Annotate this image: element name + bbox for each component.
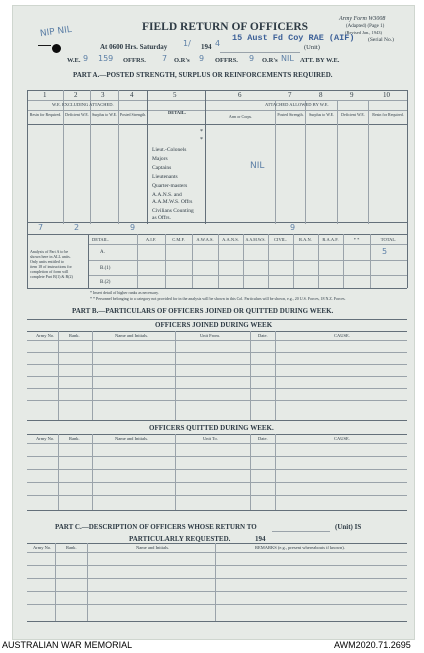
offrs-label: OFFRS. xyxy=(123,57,146,64)
part-c-year: 194 xyxy=(255,535,266,543)
quitted-col-header: Unit To. xyxy=(203,436,218,441)
analysis-header: TOTAL. xyxy=(380,237,397,242)
form-title: FIELD RETURN OF OFFICERS xyxy=(142,21,309,33)
col-header-surplus: Surplus to W.E. xyxy=(91,112,118,117)
analysis-note: Analysis of Part A to be xyxy=(30,249,69,254)
col-header-surplus-att: Surplus to W.E. xyxy=(308,112,335,117)
we-offrs-value: 9 xyxy=(83,54,89,63)
rank-label: A.A.M.W.S. Offrs xyxy=(152,199,193,205)
analysis-row-label: A. xyxy=(100,250,105,255)
analysis-row-label: B.(2) xyxy=(100,280,111,285)
punch-hole xyxy=(52,44,61,53)
joined-col-header: CAUSE. xyxy=(334,333,350,338)
quitted-col-header: CAUSE. xyxy=(334,436,350,441)
analysis-note: completion of form will xyxy=(30,269,69,274)
col-number: 10 xyxy=(383,91,390,99)
analysis-header: DETAIL. xyxy=(92,237,110,242)
row-value: 9 xyxy=(130,223,136,232)
serial-no-label: (Serial No.) xyxy=(368,37,394,43)
analysis-note: shown here in ALL units. xyxy=(30,254,71,259)
col-header-arm: Arm or Corps. xyxy=(228,114,253,119)
part-c-title: PART C.—DESCRIPTION OF OFFICERS WHOSE RETURN TO xyxy=(55,523,257,531)
year-prefix: 194 xyxy=(201,43,212,51)
col-header-deficient-att: Deficient W.E. xyxy=(341,112,365,117)
part-b-title: PART B.—PARTICULARS OF OFFICERS JOINED OR QUITTED DURING WEEK. xyxy=(72,307,334,315)
year-digit: 4 xyxy=(215,39,221,48)
rank-label: Quarter-masters xyxy=(152,183,188,189)
analysis-note: complete Part B(1) & B(2) xyxy=(30,274,73,279)
rank-label: Lieut.-Colonels xyxy=(152,147,187,153)
analysis-header: R.A.N. xyxy=(299,237,312,242)
analysis-row-label: B.(1) xyxy=(100,266,111,271)
offrs-label-2: OFFRS. xyxy=(215,57,238,64)
analysis-header: CIVIL. xyxy=(273,237,288,242)
part-c-col-header: Rank. xyxy=(66,545,77,550)
quitted-col-header: Rank. xyxy=(69,436,80,441)
part-c-col-header: Name and Initials. xyxy=(136,545,170,550)
rank-label: Captains xyxy=(152,165,172,171)
form-adapted: (Adapted) (Page 1) xyxy=(346,24,385,29)
at-hours-label: At 0600 Hrs. Saturday xyxy=(100,43,168,51)
row-value: 2 xyxy=(74,223,80,232)
analysis-header: A.A.M.W.S. xyxy=(245,237,266,242)
joined-col-header: Unit From. xyxy=(200,333,221,338)
analysis-header: A.I.F. xyxy=(145,237,157,242)
part-c-col-header: REMARKS (e.g., present whereabouts if known). xyxy=(255,545,345,550)
part-c-requested: PARTICULARLY REQUESTED. xyxy=(129,535,231,543)
analysis-header: R.A.A.F. xyxy=(322,237,339,242)
joined-col-header: Date. xyxy=(258,333,268,338)
detail-header: DETAIL. xyxy=(168,110,187,115)
group-we-header: W.E. EXCLUDING ATTACHED. xyxy=(52,102,114,107)
we-label: W.E. xyxy=(67,57,81,64)
rank-label: Lieutenants xyxy=(152,174,178,180)
col-header-required: Resin for Required. xyxy=(29,112,62,117)
unit-label: (Unit) xyxy=(304,44,320,51)
col-number: 4 xyxy=(130,91,134,99)
analysis-note: Only units entitled to xyxy=(30,259,64,264)
col-header-posted: Posted Strength. xyxy=(119,112,147,117)
analysis-note: item 18 of instructions for xyxy=(30,264,72,269)
joined-col-header: Army No. xyxy=(36,333,55,338)
analysis-header: A.A.N.S. xyxy=(222,237,239,242)
part-c-col-header: Army No. xyxy=(33,545,52,550)
row-value: 9 xyxy=(290,223,296,232)
col-header-required-att: Resin for Required. xyxy=(372,112,404,117)
quitted-title: OFFICERS QUITTED DURING WEEK. xyxy=(149,424,274,432)
offrs-value-2: 9 xyxy=(249,54,255,63)
group-att-header: ATTACHED ALLOWED BY W.E. xyxy=(265,102,329,107)
arrow-mark xyxy=(38,45,51,46)
joined-col-header: Name and Initials. xyxy=(115,333,149,338)
att-value: NIL xyxy=(281,54,294,63)
col-number: 3 xyxy=(101,91,105,99)
col-number: 5 xyxy=(173,91,177,99)
footnote: * Insert detail of higher ranks as necessary. xyxy=(90,290,159,295)
part-a-title: PART A.—POSTED STRENGTH, SURPLUS OR REINFORCEMENTS REQUIRED. xyxy=(73,71,333,79)
footer-institution: AUSTRALIAN WAR MEMORIAL xyxy=(2,640,133,650)
att-by-we-label: ATT. BY W.E. xyxy=(300,57,340,64)
analysis-header: * * xyxy=(353,237,360,242)
col-number: 1 xyxy=(43,91,47,99)
army-form-number: Army Form W3008 xyxy=(339,16,386,22)
col-number: 6 xyxy=(238,91,242,99)
rank-label: Majors xyxy=(152,156,168,162)
col-number: 8 xyxy=(319,91,323,99)
unit-stamp: 15 Aust Fd Coy RAE (AIF) xyxy=(232,33,355,43)
offrs-value: 7 xyxy=(162,54,168,63)
rank-label: as Offrs. xyxy=(152,215,171,221)
analysis-total: 5 xyxy=(382,247,388,256)
col-number: 2 xyxy=(74,91,78,99)
quitted-col-header: Army No. xyxy=(36,436,55,441)
document-page: FIELD RETURN OF OFFICERS Army Form W3008 (Adapted) (Page 1) (Revised Jan., 1943) (Serial No.) NIP NIL At 0600 Hrs. Saturday 1/ 194 4 15 Aust Fd Coy RAE (AIF) (Unit) W.E. 9 159 OFFRS. 7 O.R's 9 OFFRS. 9 O.R's NIL ATT. BY W.E. PART A.—POSTED STRENGTH, SURPLUS OR REINFORCEMENTS REQUIRED. 1 2 3 4 5 6 7 8 9 10 W.E. EXCLUDING ATTACHED. DETAIL. ATTACHED ALLOWED BY W.E. Resin for Required. Deficient W.E. Surplus to W.E. Posted Strength. Arm or Corps. Posted Strength. Surplus to W.E. Deficient W.E. Resin for Required. * * Lieut.-Colonels Majors Captains Lieutenants Quarter-masters A.A.N.S. and A.A.M.W.S. Offrs Civilians Counting as Offrs. NIL 7 2 9 9 Analysis of Part A to be shown here in ALL units. Only units entitled to item 18 of instructions for completion of form will complete Part B(1) & B(2) DETAIL. A.I.F. C.M.F. A.W.A.S. A.A.N.S. A.A.M.W.S. CIVIL. R.A.N. R.A.A.F. * * TOTAL. A. B.(1) B.(2) 5 * Insert detail of higher ranks as necessary. * * Personnel belonging to a category not provided for in the analysis will be shown in this Col. Particulars will be shown, e.g., 20 U.S. Forces, 18 N.Z. Forces. PART B.—PARTICULARS OF OFFICERS JOINED OR QUITTED DURING WEEK. OFFICERS JOINED DURING WEEK Army No. Rank. Name and Initials. Unit From. Date. CAUSE. OFFICERS QUITTED DURING WEEK. Army No. Rank. Name and Initials. Unit To. Date. CAUSE. PART C.—DESCRIPTION OF OFFICERS WHOSE RETURN TO (Unit) IS PARTICULARLY REQUESTED. 194 Army No. Rank. Name and Initials. REMARKS (e.g., present whereabouts if known). AUSTRALIAN WAR MEMORIAL AWM2020.71.2695 xyxy=(0,0,424,653)
footnote: * * Personnel belonging to a category not provided for in the analysis will be shown in this Col. Particulars will be shown, e.g., 20 U.S. Forces, 18 N.Z. Forces. xyxy=(90,296,346,301)
analysis-header: C.M.F. xyxy=(172,237,185,242)
col-header-deficient: Deficient W.E. xyxy=(65,112,89,117)
col-header-posted-att: Posted Strength. xyxy=(277,112,304,117)
quitted-col-header: Date. xyxy=(258,436,268,441)
rank-label: Civilians Counting xyxy=(152,208,194,214)
ors-label: O.R's xyxy=(174,57,190,64)
form-revised: (Revised Jan., 1943) xyxy=(345,30,382,35)
part-c-unit: (Unit) IS xyxy=(335,523,362,531)
rank-label: A.A.N.S. and xyxy=(152,192,182,198)
ors-label-2: O.R's xyxy=(262,57,278,64)
handwritten-nil: NIL xyxy=(250,161,265,171)
date-mark: 1/ xyxy=(183,39,191,48)
footer-accession: AWM2020.71.2695 xyxy=(334,640,411,650)
col-number: 7 xyxy=(288,91,292,99)
row-value: 7 xyxy=(38,223,44,232)
handwritten-top-left: NIP NIL xyxy=(39,24,73,40)
joined-col-header: Rank. xyxy=(69,333,80,338)
col-number: 9 xyxy=(350,91,354,99)
ors-value: 9 xyxy=(199,54,205,63)
quitted-col-header: Name and Initials. xyxy=(115,436,149,441)
joined-title: OFFICERS JOINED DURING WEEK xyxy=(155,321,273,329)
analysis-header: A.W.A.S. xyxy=(196,237,214,242)
we-ors-value: 159 xyxy=(98,54,114,63)
